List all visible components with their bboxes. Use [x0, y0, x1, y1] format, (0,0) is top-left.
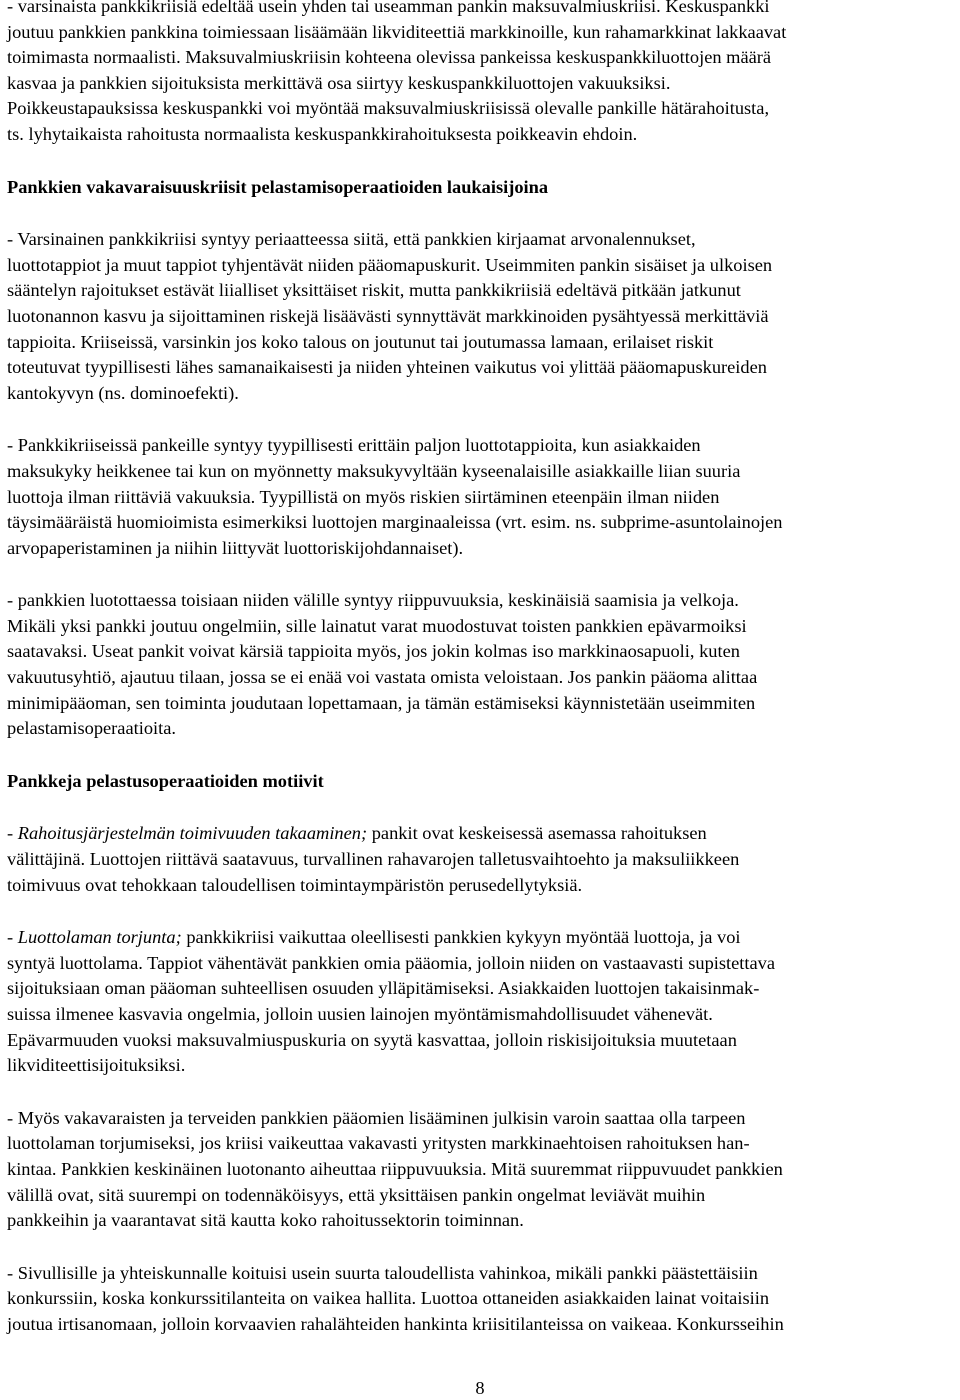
- paragraph-bankruptcy-damage: [7, 1261, 960, 1338]
- text-line: saatavaksi. Useat pankit voivat kärsiä tappioita myös, jos jokin kolmas iso markkinaosapuoli, kuten: [7, 641, 740, 662]
- text-line: - Luottolaman torjunta; pankkikriisi vaikuttaa oleellisesti pankkien kykyyn myöntää luottoja, ja voi: [7, 927, 741, 948]
- paragraph-credit-losses: [7, 433, 960, 561]
- text-line: toimimasta normaalisti. Maksuvalmiuskriisin kohteena olevissa pankeissa keskuspankkiluottojen määrä: [7, 47, 772, 68]
- paragraph-gap: [7, 794, 960, 821]
- text-line: luotonannon kasvu ja sijoittaminen riskejä lisäävästi synnyttävät markkinoiden pysähtyessä merkittäviä: [7, 305, 769, 326]
- text-line: joutuu pankkien pankkina toimiessaan lisäämään likviditeettiä markkinoille, kun rahamarkkinat lakkaavat: [7, 21, 787, 42]
- section-heading: Pankkeja pelastusoperaatioiden motiivit: [7, 770, 324, 791]
- lead-continuation: pankkikriisi vaikuttaa oleellisesti pankkien kykyyn myöntää luottoja, ja voi: [181, 927, 741, 948]
- text-line: arvopaperistaminen ja niihin liittyvät luottoriskijohdannaiset).: [7, 537, 464, 558]
- text-line: - Sivullisille ja yhteiskunnalle koituisi usein suurta taloudellista vahinkoa, mikäli pankki päästettäisiin: [7, 1262, 758, 1283]
- text-line: sääntelyn rajoitukset estävät liialliset yksittäiset riskit, mutta pankkikriisiä edeltävä pitkään jatkunut: [7, 280, 741, 301]
- paragraph-gap: [7, 1079, 960, 1106]
- text-line: ts. lyhytaikaista rahoitusta normaalista keskuspankkirahoituksesta poikkeavin ehdoin.: [7, 123, 638, 144]
- italic-lead-term: Luottolaman torjunta;: [17, 927, 182, 948]
- paragraph-gap: [7, 148, 960, 175]
- text-line: luottolaman torjumiseksi, jos kriisi vaikeuttaa vakavasti yritysten markkinaehtoisen rahoituksen han-: [7, 1133, 750, 1154]
- text-line: kantokyvyn (ns. dominoefekti).: [7, 382, 239, 403]
- section-heading-capital-crises: [7, 175, 960, 201]
- paragraph-interbank-dependencies: [7, 588, 960, 742]
- paragraph-gap: [7, 898, 960, 925]
- paragraph-gap: [7, 406, 960, 433]
- text-line: täysimääräistä huomioimista esimerkiksi luottojen marginaaleissa (vrt. esim. ns. subprime-asuntolainojen: [7, 512, 783, 533]
- text-line: kasvaa ja pankkien sijoituksista merkittävä osa siirtyy keskuspankkiluottojen vakuuksiksi.: [7, 72, 671, 93]
- text-line: maksukyky heikkenee tai kun on myönnetty maksukyvyltään kyseenalaisille asiakkaille liian suuria: [7, 460, 741, 481]
- text-line: luottotappiot ja muut tappiot tyhjentävät niiden pääomapuskurit. Useimmiten pankin sisäiset ja ulkoisen: [7, 254, 773, 275]
- paragraph-gap: [7, 1234, 960, 1261]
- text-line: luottoja ilman riittäviä vakuuksia. Tyypillistä on myös riskien siirtäminen eteenpäin ilman niiden: [7, 486, 720, 507]
- text-line: - Myös vakavaraisten ja terveiden pankkien pääomien lisääminen julkisin varoin saattaa olla tarpeen: [7, 1107, 746, 1128]
- page-number: 8: [475, 1378, 485, 1398]
- text-line: Epävarmuuden vuoksi maksuvalmiuspuskuria on syytä kasvattaa, jolloin riskisijoituksia muutetaan: [7, 1029, 737, 1050]
- text-line: kintaa. Pankkien keskinäinen luotonanto aiheuttaa riippuvuuksia. Mitä suuremmat riippuvuudet pankkien: [7, 1158, 783, 1179]
- paragraph-gap: [7, 742, 960, 769]
- section-heading-rescue-motives: [7, 769, 960, 795]
- text-line: suissa ilmenee kasvavia ongelmia, jolloin uusien lainojen myöntämismahdollisuudet vähenevät.: [7, 1004, 713, 1024]
- text-line: - pankkien luotottaessa toisiaan niiden välille syntyy riippuvuuksia, keskinäisiä saamisia ja velkoja.: [7, 590, 739, 611]
- text-line: joutua irtisanomaan, jolloin korvaavien rahalähteiden hankinta kriisitilanteissa on vaikeaa. Konkursseihin: [7, 1313, 784, 1334]
- text-line: - Rahoitusjärjestelmän toimivuuden takaaminen; pankit ovat keskeisessä asemassa rahoituksen: [7, 823, 707, 844]
- text-line: toteutuvat tyypillisesti lähes samanaikaisesti ja niiden yhteinen vaikutus voi ylittää pääomapuskureiden: [7, 357, 767, 378]
- paragraph-credit-crunch: [7, 925, 960, 1079]
- text-line: vakuutusyhtiö, ajautuu tilaan, jossa se ei enää voi vastata omista veloistaan. Jos pankin pääoma alittaa: [7, 667, 758, 688]
- text-line: syntyä luottolama. Tappiot vähentävät pankkien omia pääomia, jolloin niiden on vastaavasti supistettava: [7, 952, 776, 973]
- paragraph-financial-system-function: [7, 821, 960, 898]
- text-line: sijoituksiaan oman pääoman suhteellisen osuuden ylläpitämiseksi. Asiakkaiden luottojen takaisinmak-: [7, 978, 760, 999]
- text-line: pelastamisoperaatioita.: [7, 718, 177, 739]
- paragraph-liquidity-crisis: [7, 0, 960, 148]
- section-heading: Pankkien vakavaraisuuskriisit pelastamisoperaatioiden laukaisijoina: [7, 176, 549, 197]
- paragraph-healthy-banks-capital: [7, 1106, 960, 1234]
- text-line: - Pankkikriiseissä pankeille syntyy tyypillisesti erittäin paljon luottotappioita, kun asiakkaiden: [7, 435, 701, 456]
- text-line: pankkeihin ja vaarantavat sitä kautta koko rahoitussektorin toiminnan.: [7, 1210, 524, 1231]
- paragraph-gap: [7, 200, 960, 227]
- document-page: [7, 0, 960, 1338]
- text-line: toimivuus ovat tehokkaan taloudellisen toimintaympäristön perusedellytyksiä.: [7, 874, 583, 895]
- paragraph-actual-crisis: [7, 227, 960, 406]
- text-line: välillä ovat, sitä suurempi on todennäköisyys, että yksittäisen pankin ongelmat leviävät muihin: [7, 1184, 706, 1205]
- paragraph-gap: [7, 561, 960, 588]
- italic-lead-term: Rahoitusjärjestelmän toimivuuden takaaminen;: [17, 823, 368, 844]
- text-line: konkurssiin, koska konkurssitilanteita on vaikea hallita. Luottoa ottaneiden asiakkaiden lainat voitaisiin: [7, 1288, 770, 1309]
- text-line: - varsinaista pankkikriisiä edeltää usein yhden tai useamman pankin maksuvalmiuskriisi. Keskuspankki: [7, 0, 770, 16]
- lead-continuation: pankit ovat keskeisessä asemassa rahoituksen: [367, 823, 707, 844]
- text-line: minimipääoman, sen toiminta joudutaan lopettamaan, ja tämän estämiseksi käynnistetään useimmiten: [7, 692, 756, 713]
- text-line: likviditeettisijoituksiksi.: [7, 1055, 186, 1076]
- text-line: Mikäli yksi pankki joutuu ongelmiin, sille lainatut varat muodostuvat toisten pankkien epävarmoiksi: [7, 615, 747, 636]
- text-line: välittäjinä. Luottojen riittävä saatavuus, turvallinen rahavarojen talletusvaihtoehto ja maksuliikkeen: [7, 849, 740, 870]
- text-line: tappioita. Kriiseissä, varsinkin jos koko talous on joutunut tai joutumassa lamaan, erilaiset riskit: [7, 331, 714, 352]
- text-line: Poikkeustapauksissa keskuspankki voi myöntää maksuvalmiuskriisissä olevalle pankille hätärahoitusta,: [7, 98, 770, 119]
- text-line: - Varsinainen pankkikriisi syntyy periaatteessa siitä, että pankkien kirjaamat arvonalennukset,: [7, 229, 696, 250]
